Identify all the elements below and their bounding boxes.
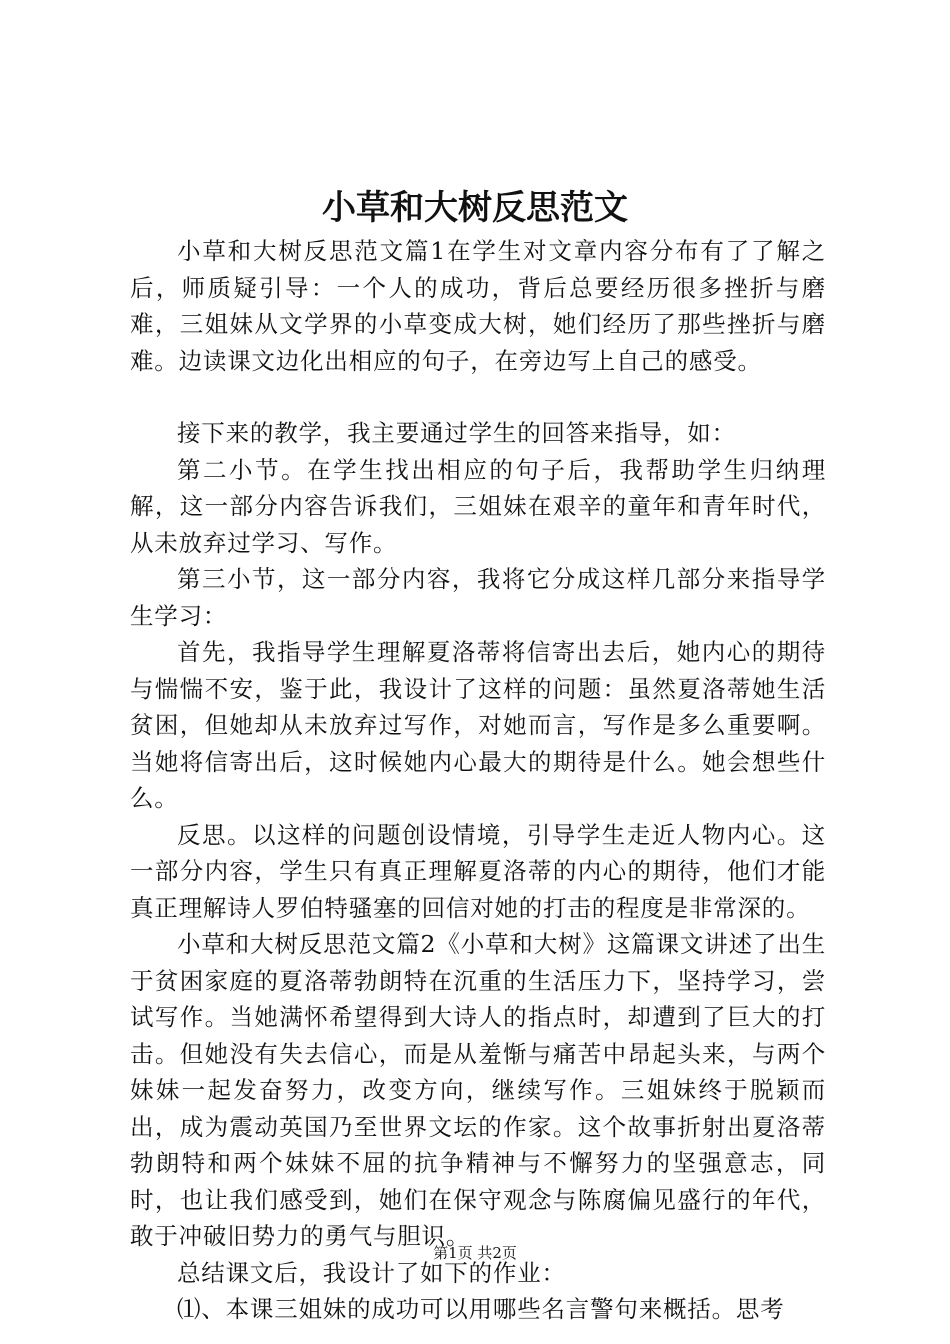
document-body [130, 233, 826, 1328]
paragraph: 总结课文后，我设计了如下的作业： [177, 1258, 566, 1287]
paragraph: 反思。以这样的问题创设情境，引导学生走近人物内心。这一部分内容，学生只有真正理解夏洛蒂的内心的期待，他们才能真正理解诗人罗伯特骚塞的回信对她的打击的程度是非常深的。 [130, 820, 826, 922]
page-number-footer: 第1页 共2页 [433, 1244, 517, 1262]
paragraph: 第三小节，这一部分内容，我将它分成这样几部分来指导学生学习： [130, 565, 826, 630]
paragraph: 第二小节。在学生找出相应的句子后，我帮助学生归纳理解，这一部分内容告诉我们，三姐妹在艰辛的童年和青年时代，从未放弃过学习、写作。 [130, 455, 826, 557]
paragraph-gap [130, 379, 826, 415]
paragraph: 小草和大树反思范文篇1在学生对文章内容分布有了了解之后，师质疑引导：一个人的成功，背后总要经历很多挫折与磨难，三姐妹从文学界的小草变成大树，她们经历了那些挫折与磨难。边读课文边化出相应的句子，在旁边写上自己的感受。 [130, 237, 826, 375]
paragraph: 首先，我指导学生理解夏洛蒂将信寄出去后，她内心的期待与惴惴不安，鉴于此，我设计了这样的问题：虽然夏洛蒂她生活贫困，但她却从未放弃过写作，对她而言，写作是多么重要啊。当她将信寄出后，这时候她内心最大的期待是什么。她会想些什么。 [130, 638, 826, 812]
document-title: 小草和大树反思范文 [322, 188, 628, 228]
paragraph: 接下来的教学，我主要通过学生的回答来指导，如： [177, 419, 736, 447]
paragraph: ⑴、本课三姐妹的成功可以用哪些名言警句来概括。思考 [177, 1295, 785, 1323]
paragraph: 小草和大树反思范文篇2《小草和大树》这篇课文讲述了出生于贫困家庭的夏洛蒂勃朗特在沉重的生活压力下，坚持学习，尝试写作。当她满怀希望得到大诗人的指点时，却遭到了巨大的打击。但她没有失去信心，而是从羞惭与痛苦中昂起头来，与两个妹妹一起发奋努力，改变方向，继续写作。三姐妹终于脱颖而出，成为震动英国乃至世界文坛的作家。这个故事折射出夏洛蒂勃朗特和两个妹妹不屈的抗争精神与不懈努力的坚强意志，同时，也让我们感受到，她们在保守观念与陈腐偏见盛行的年代，敢于冲破旧势力的勇气与胆识。 [130, 930, 826, 1250]
